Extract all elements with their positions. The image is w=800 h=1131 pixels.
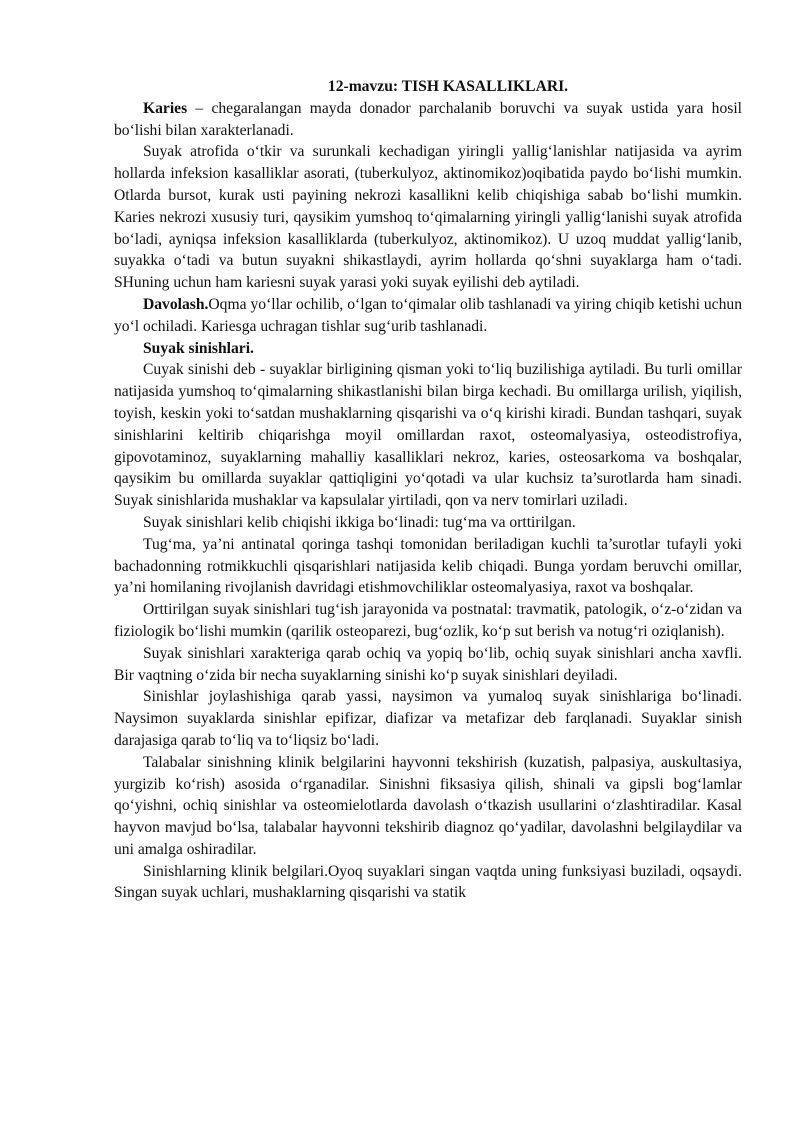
paragraph-location: Sinishlar joylashishiga qarab yassi, naysimon va yumaloq suyak sinishlariga bo‘linadi. Naysimon suyaklarda sinishlar epifizar, diafizar va metafizar deb farqlanadi. Suyaklar sinish darajasiga qarab to‘liq va to‘liqsiz bo‘ladi. bbox=[114, 688, 742, 749]
term-karies: Karies bbox=[143, 99, 188, 117]
paragraph-congenital: Tug‘ma, ya’ni antinatal qoringa tashqi tomonidan beriladigan kuchli ta’surotlar tufayli yoki bachadonning rotmikkuchli qisqarishlari natijasida kelib chiqadi. Bunga yordam beruvchi omillar, ya’ni homilaning rivojlanish davridagi etishmovchiliklar osteomalyasiya, raxot va boshqalar. bbox=[114, 535, 742, 597]
paragraph-open-closed: Suyak sinishlari xarakteriga qarab ochiq va yopiq bo‘lib, ochiq suyak sinishlari ancha xavfli. Bir vaqtning o‘zida bir necha suyaklarning sinishi ko‘p suyak sinishlari deyiladi. bbox=[114, 644, 742, 684]
paragraph-fracture-definition: Cuyak sinishi deb - suyaklar birligining qisman yoki to‘liq buzilishiga aytiladi. Bu turli omillar natijasida yumshoq to‘qimalarning shikastlanishi bilan birga kechadi. Bu omillarga urilish, yiqilish, toyish, keskin yoki to‘satdan mushaklarning qisqarishi va o‘q kirishi kiradi. Bundan tashqari, suyak sinishlarini keltirib chiqarishga moyil omillardan raxot, osteomalyasiya, osteodistrofiya, gipovotaminoz, suyaklarning mahalliy kasalliklari nekroz, karies, osteosarkoma va boshqalar, qaysikim bu omillarda suyaklar qattiqligini yo‘qotadi va ular kuchsiz ta’surotlarda ham sinadi. Suyak sinishlarida mushaklar va kapsulalar yirtiladi, qon va nerv tomirlari uziladi. bbox=[114, 361, 742, 510]
paragraph-acquired: Orttirilgan suyak sinishlari tug‘ish jarayonida va postnatal: travmatik, patologik, o‘z-o‘zidan va fiziologik bo‘lishi mumkin (qarilik osteoparezi, bug‘ozlik, ko‘p sut berish va notug‘ri oziqlanish). bbox=[114, 601, 742, 640]
paragraph-karies-causes: Suyak atrofida o‘tkir va surunkali kechadigan yiringli yallig‘lanishlar natijasida va ayrim hollarda infeksion kasalliklar asorati, (tuberkulyoz, aktinomikoz)oqibatida paydo bo‘lishi mumkin. Otlarda bursot, kurak usti payining nekrozi kasallikni kelib chiqishiga sabab bo‘lishi mumkin. Karies nekrozi xususiy turi, qaysikim yumshoq to‘qimalarning yiringli yallig‘lanishi suyak atrofida bo‘ladi, ayniqsa infeksion kasalliklarda (tuberkulyoz, aktinomikoz). U uzoq muddat yallig‘lanib, suyakka o‘tadi va butun suyakni shikastlaydi, ayrim hollarda qo‘shni suyaklarga ham o‘tadi. SHuning uchun ham kariesni suyak yarasi yoki suyak eyilishi deb aytiladi. bbox=[114, 143, 742, 292]
section-heading-fractures: Suyak sinishlari. bbox=[143, 339, 254, 357]
paragraph-clinical-signs: Sinishlarning klinik belgilari.Oyoq suyaklari singan vaqtda uning funksiyasi buziladi, oqsaydi. Singan suyak uchlari, mushaklarning qisqarishi va statik bbox=[114, 862, 742, 902]
paragraph-fracture-origin: Suyak sinishlari kelib chiqishi ikkiga bo‘linadi: tug‘ma va orttirilgan. bbox=[143, 513, 576, 531]
term-davolash: Davolash. bbox=[143, 295, 209, 313]
paragraph-karies-definition bbox=[114, 98, 742, 142]
treatment-text: Oqma yo‘llar ochilib, o‘lgan to‘qimalar olib tashlanadi va yiring chiqib ketishi uchun yo‘l ochiladi. Kariesga uchragan tishlar sug‘urib tashlanadi. bbox=[114, 295, 742, 335]
page-title: 12-mavzu: TISH KASALLIKLARI. bbox=[327, 78, 569, 95]
document-page bbox=[114, 76, 742, 904]
paragraph-students: Talabalar sinishning klinik belgilarini hayvonni tekshirish (kuzatish, palpasiya, auskultasiya, yurgizib ko‘rish) asosida o‘rganadilar. Sinishni fiksasiya qilish, shinali va gipsli bog‘lamlar qo‘yishni, ochiq sinishlar va osteomielotlarda davolash o‘tkazish usullarini o‘zlashtiradilar. Kasal hayvon mavjud bo‘lsa, talabalar hayvonni tekshirib diagnoz qo‘yadilar, davolashni belgilaydilar va uni amalga oshiradilar. bbox=[114, 753, 742, 858]
paragraph-treatment bbox=[114, 294, 742, 338]
karies-definition-text: – chegaralangan mayda donador parchalanib boruvchi va suyak ustida yara hosil bo‘lishi bilan xarakterlanadi. bbox=[114, 99, 742, 139]
